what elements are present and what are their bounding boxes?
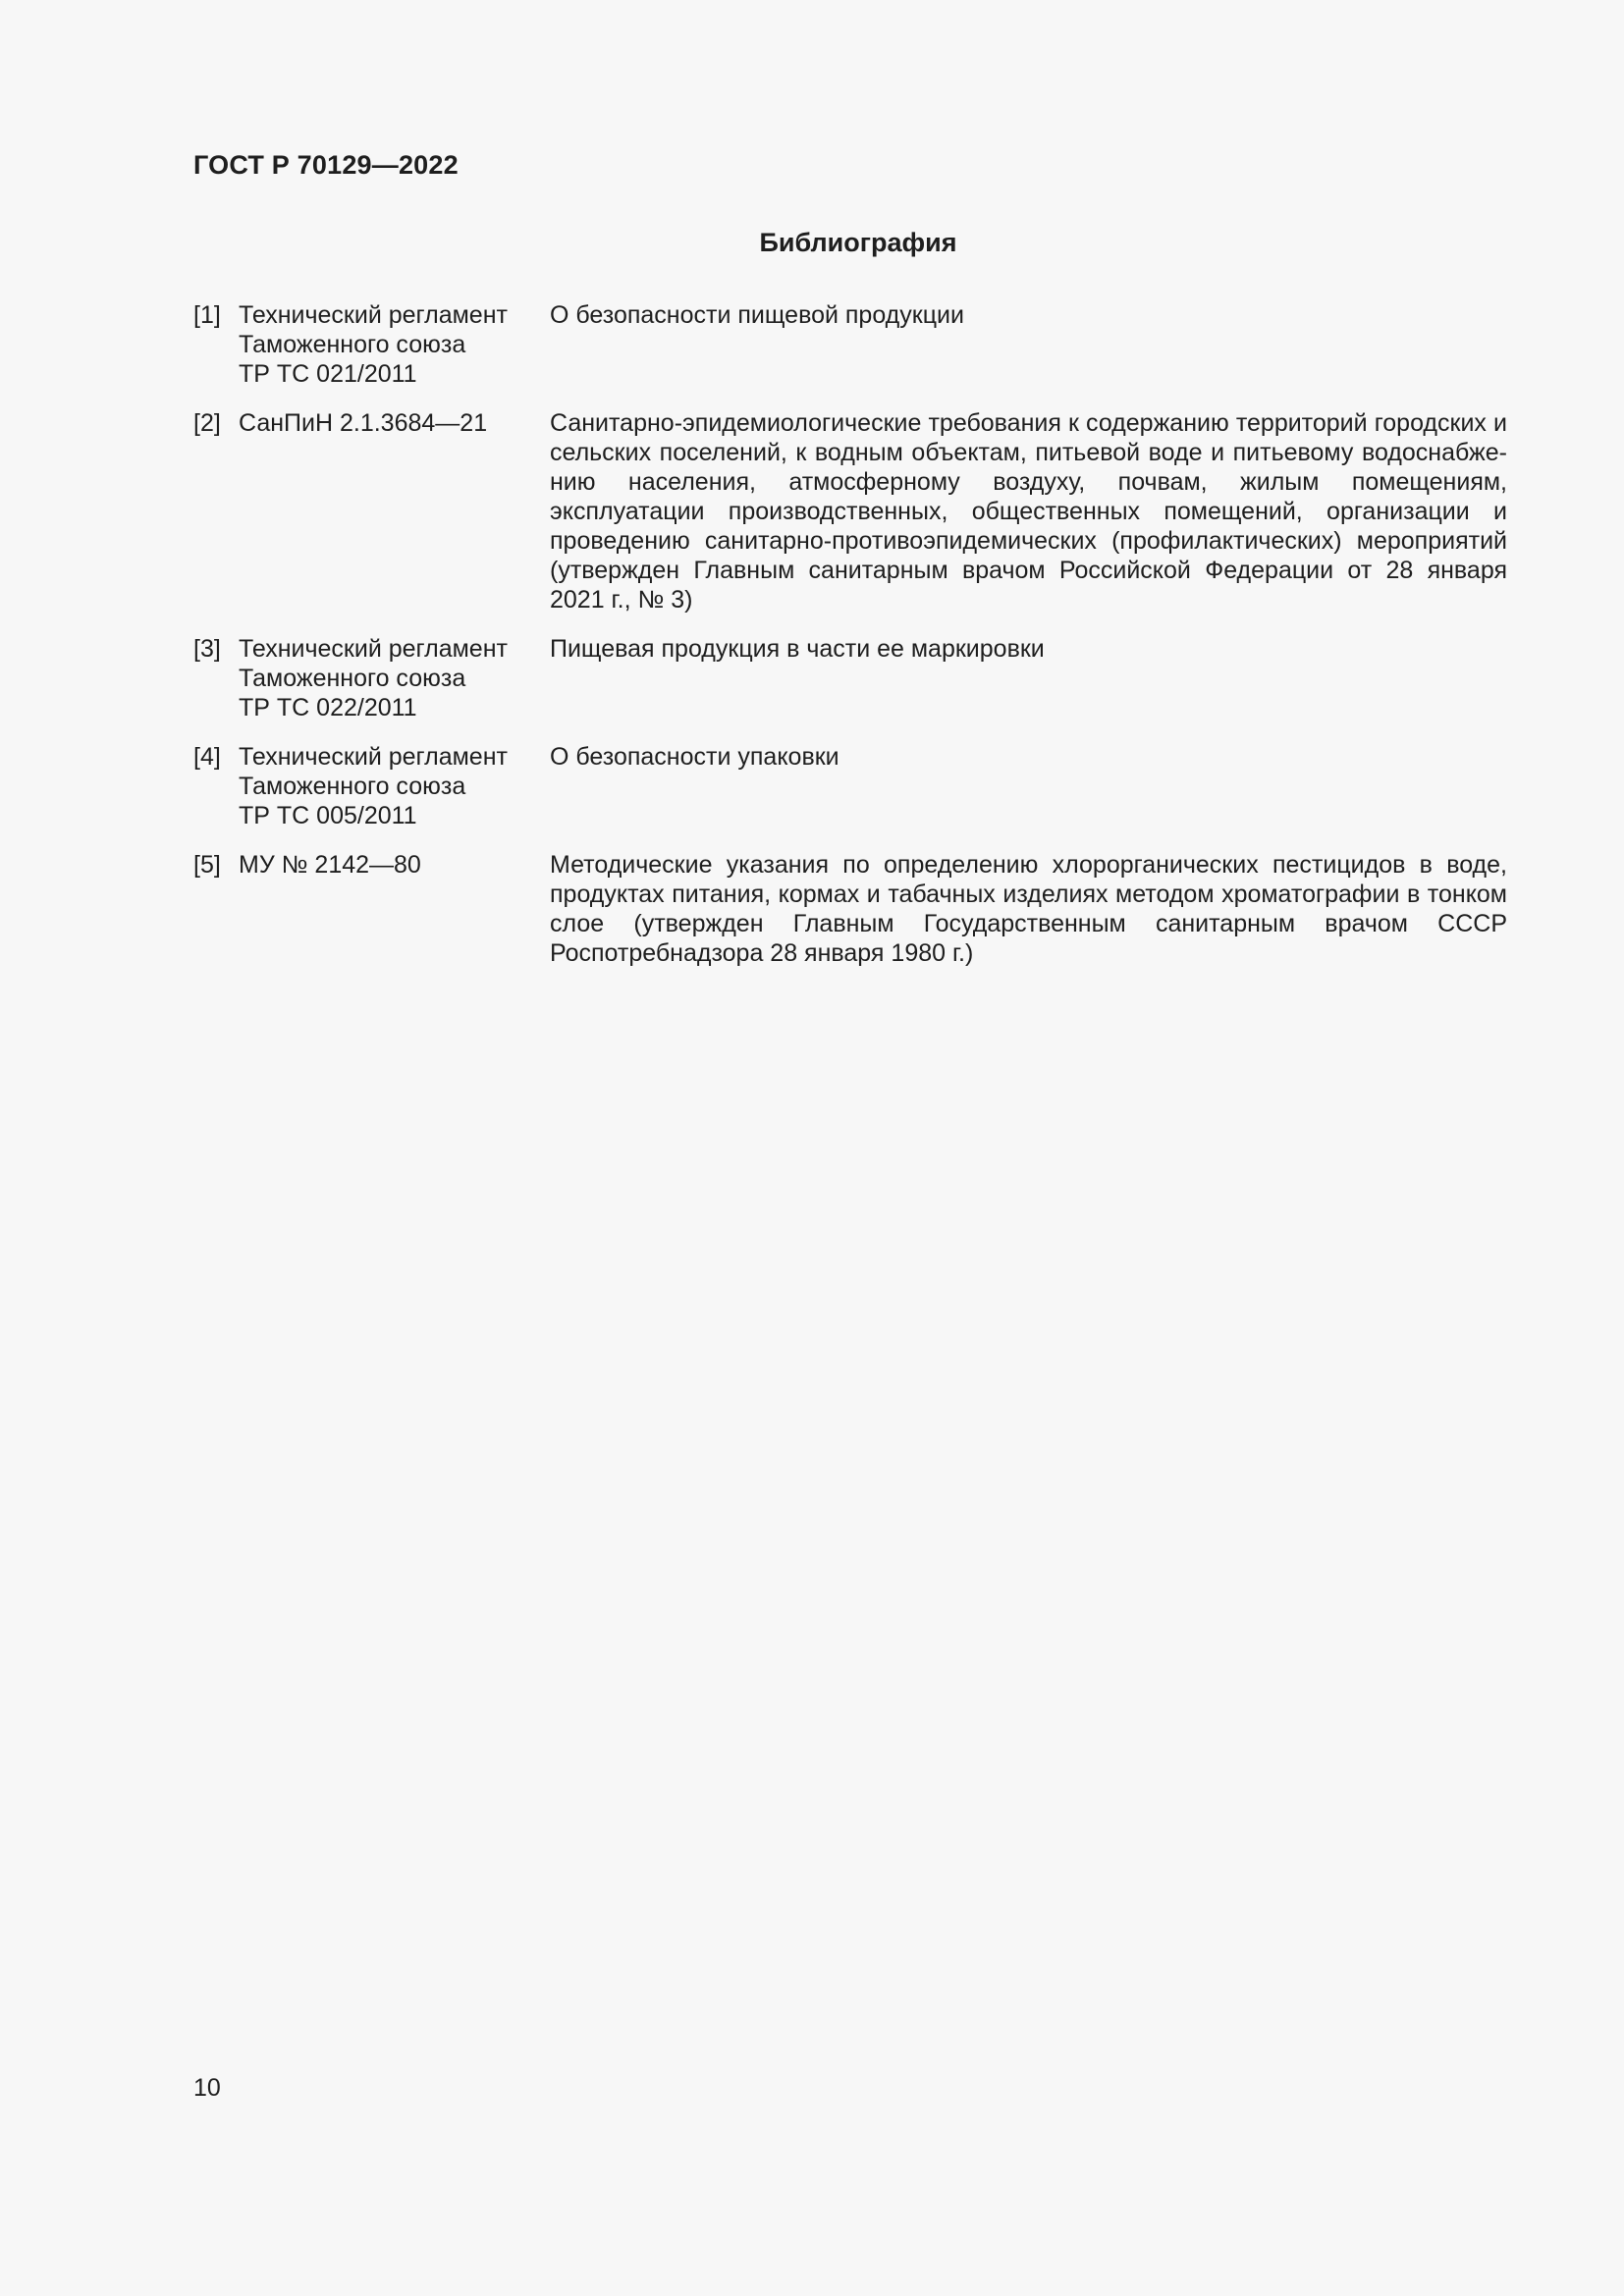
entry-number: [5]: [193, 851, 221, 879]
section-title: Библиография: [759, 228, 957, 257]
entry-description: О безопасности пищевой продукции: [550, 301, 964, 329]
bibliography-list: [193, 300, 1507, 988]
bibliography-entry: [193, 742, 1507, 830]
entry-reference: СанПиН 2.1.3684—21: [239, 409, 488, 437]
entry-reference: Технический регламент Таможенного союза ТР ТС 005/2011: [239, 743, 508, 829]
entry-reference: МУ № 2142—80: [239, 851, 421, 879]
entry-description: Пищевая продукция в части ее маркировки: [550, 635, 1045, 663]
bibliography-entry: [193, 634, 1507, 722]
entry-number: [4]: [193, 743, 221, 771]
bibliography-entry: [193, 850, 1507, 968]
entry-description: Санитарно-эпидемиологические требования к содержанию территорий городских и сельских поселений, к водным объектам, питьевой воде и питьевому водоснабжению населения, атмосферному воздуху, почвам, жилым помещениям, эксплуатации производственных, общественных помещений, организации и проведению санитарно-противоэпидемических (профилактических) мероприятий (утвержден Главным санитарным врачом Российской Федерации от 28 января 2021 г., № 3): [550, 409, 1507, 614]
bibliography-entry: [193, 300, 1507, 389]
entry-reference: Технический регламент Таможенного союза ТР ТС 021/2011: [239, 301, 508, 388]
page-number: 10: [193, 2074, 221, 2102]
entry-description: О безопасности упаковки: [550, 743, 839, 771]
standard-code-header: ГОСТ Р 70129—2022: [193, 150, 459, 180]
entry-reference: Технический регламент Таможенного союза ТР ТС 022/2011: [239, 635, 508, 721]
entry-number: [2]: [193, 409, 221, 437]
entry-number: [3]: [193, 635, 221, 663]
entry-description: Методические указания по определению хлорорганических пестицидов в воде, продуктах питания, кормах и табачных изделиях методом хроматографии в тонком слое (утвержден Главным Государственным санитарным врачом СССР Роспотребнадзора 28 января 1980 г.): [550, 851, 1507, 967]
entry-number: [1]: [193, 301, 221, 329]
bibliography-entry: [193, 408, 1507, 614]
